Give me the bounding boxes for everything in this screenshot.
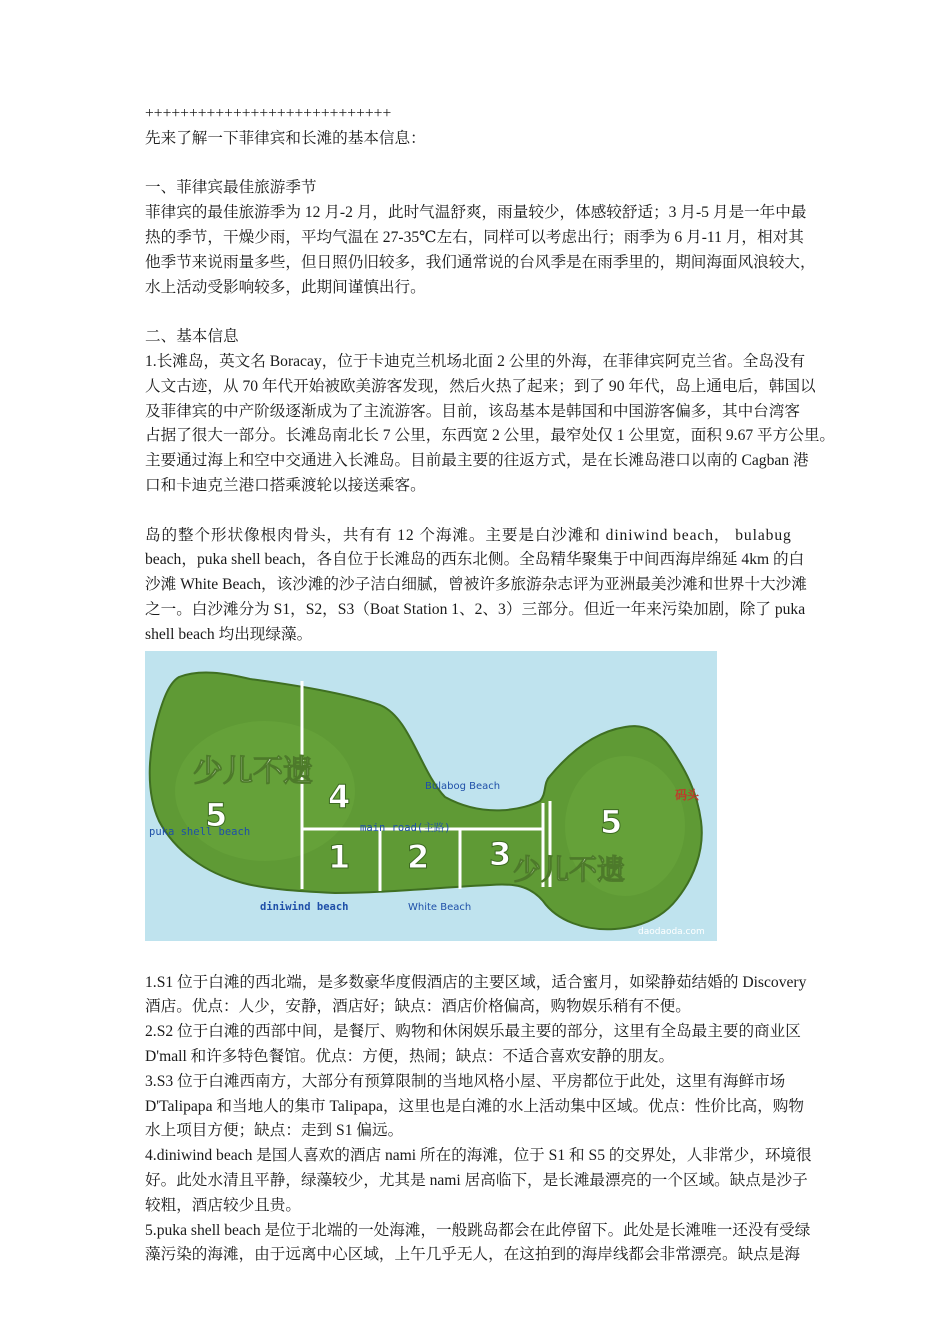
text-line: 人文古迹，从 70 年代开始被欧美游客发现，然后火热了起来；到了 90 年代，岛上通电后，韩国以 [145,377,816,395]
zone-2-label: 2 [407,837,430,876]
text-line: 5.puka shell beach 是位于北端的一处海滩，一般跳岛都会在此停留下。此处是长滩唯一还没有受绿 [145,1221,811,1239]
text-line: 好。此处水清且平静，绿藻较少，尤其是 nami 居高临下，是长滩最漂亮的一个区域。缺点是沙子 [145,1171,808,1189]
zone-5-east-label: 5 [600,802,623,841]
diniwind-beach-label: diniwind beach [260,900,349,913]
text-line: 他季节来说雨量多些，但日照仍旧较多，我们通常说的台风季是在雨季里的，期间海面风浪较大， [145,253,816,271]
text-line: 水上活动受影响较多，此期间谨慎出行。 [145,278,426,296]
text-line: D'Talipapa 和当地人的集市 Talipapa，这里也是白滩的水上活动集中区域。优点：性价比高，购物 [145,1097,804,1115]
puka-shell-beach-label: puka shell beach [149,825,251,838]
text-line: 之一。白沙滩分为 S1，S2，S3（Boat Station 1、2、3）三部分。但近一年来污染加剧，除了 puka [145,600,806,618]
zone-1-label: 1 [328,837,351,876]
season-paragraph [145,201,873,300]
text-line: 较粗，酒店较少且贵。 [145,1196,301,1214]
zone-3-label: 3 [489,834,512,873]
white-beach-label: White Beach [408,901,472,913]
blank-line [145,152,873,177]
zone-4-label: 4 [328,777,351,816]
text-line: 热的季节，干燥少雨，平均气温在 27-35℃左右，同样可以考虑出行；雨季为 6 月-11 月，相对其 [145,228,804,246]
text-line: 占据了很大一部分。长滩岛南北长 7 公里，东西宽 2 公里，最窄处仅 1 公里宽，面积 9.67 平方公里。 [145,427,836,445]
separator-line: ++++++++++++++++++++++++++++ [145,105,392,122]
blank-line [145,499,873,524]
text-line: shell beach 均出现绿藻。 [145,625,313,643]
text-line: 酒店。优点：人少，安静，酒店好；缺点：酒店价格偏高，购物娱乐稍有不便。 [145,998,691,1016]
text-line: 2.S2 位于白滩的西部中间，是餐厅、购物和休闲娱乐最主要的部分，这里有全岛最主要的商业区 [145,1023,801,1041]
text-line: 及菲律宾的中产阶级逐渐成为了主流游客。目前，该岛基本是韩国和中国游客偏多，其中台湾客 [145,402,800,420]
text-line: beach，puka shell beach，各自位于长滩岛的西东北侧。全岛精华聚集于中间西海岸绵延 4km 的白 [145,551,805,569]
boracay-map-image [145,651,717,941]
document-body [145,102,873,1268]
boracay-map [145,651,717,941]
text-line: D'mall 和许多特色餐馆。优点：方便，热闹；缺点：不适合喜欢安静的朋友。 [145,1047,675,1065]
watermark-left: 少儿不遗 [193,753,313,789]
text-line: 4.diniwind beach 是国人喜欢的酒店 nami 所在的海滩，位于 S1 和 S5 的交界处，人非常少，环境很 [145,1147,812,1165]
section-heading-season: 一、菲律宾最佳旅游季节 [145,179,317,197]
text-line: 口和卡迪克兰港口搭乘渡轮以接送乘客。 [145,476,426,494]
text-line: 1.长滩岛，英文名 Boracay，位于卡迪克兰机场北面 2 公里的外海，在菲律宾阿克兰省。全岛没有 [145,352,806,370]
section-heading-basic-info: 二、基本信息 [145,328,239,346]
beaches-paragraph [145,524,873,648]
text-line: 3.S3 位于白滩西南方，大部分有预算限制的当地风格小屋、平房都位于此处，这里有海鲜市场 [145,1072,786,1090]
pier-label: 码头 [675,787,700,802]
text-line: 主要通过海上和空中交通进入长滩岛。目前最主要的往返方式，是在长滩岛港口以南的 Cagban 港 [145,452,809,470]
map-credit: daodaoda.com [638,926,705,937]
watermark-right: 少儿不遗 [513,852,626,886]
zone-5-west-label: 5 [205,795,228,834]
main-road-label: main road(主路) [360,821,451,834]
text-line: 菲律宾的最佳旅游季为 12 月-2 月，此时气温舒爽，雨量较少，体感较舒适；3 月-5 月是一年中最 [145,204,807,222]
bulabog-beach-label: Bulabog Beach [425,780,501,792]
text-line: 1.S1 位于白滩的西北端，是多数豪华度假酒店的主要区域，适合蜜月，如梁静茹结婚的 Discovery [145,973,807,991]
text-line: 沙滩 White Beach，该沙滩的沙子洁白细腻，曾被许多旅游杂志评为亚洲最美沙滩和世界十大沙滩 [145,576,807,594]
text-line: 岛的整个形状像根肉骨头，共有有 12 个海滩。主要是白沙滩和 diniwind beach， bulabug [145,526,792,544]
blank-line [145,300,873,325]
intro-line: 先来了解一下菲律宾和长滩的基本信息： [145,129,426,147]
boracay-paragraph [145,350,873,499]
text-line: 水上项目方便；缺点：走到 S1 偏远。 [145,1122,404,1140]
stations-list [145,971,873,1269]
text-line: 藻污染的海滩，由于远离中心区域，上午几乎无人，在这拍到的海岸线都会非常漂亮。缺点是海 [145,1246,800,1264]
